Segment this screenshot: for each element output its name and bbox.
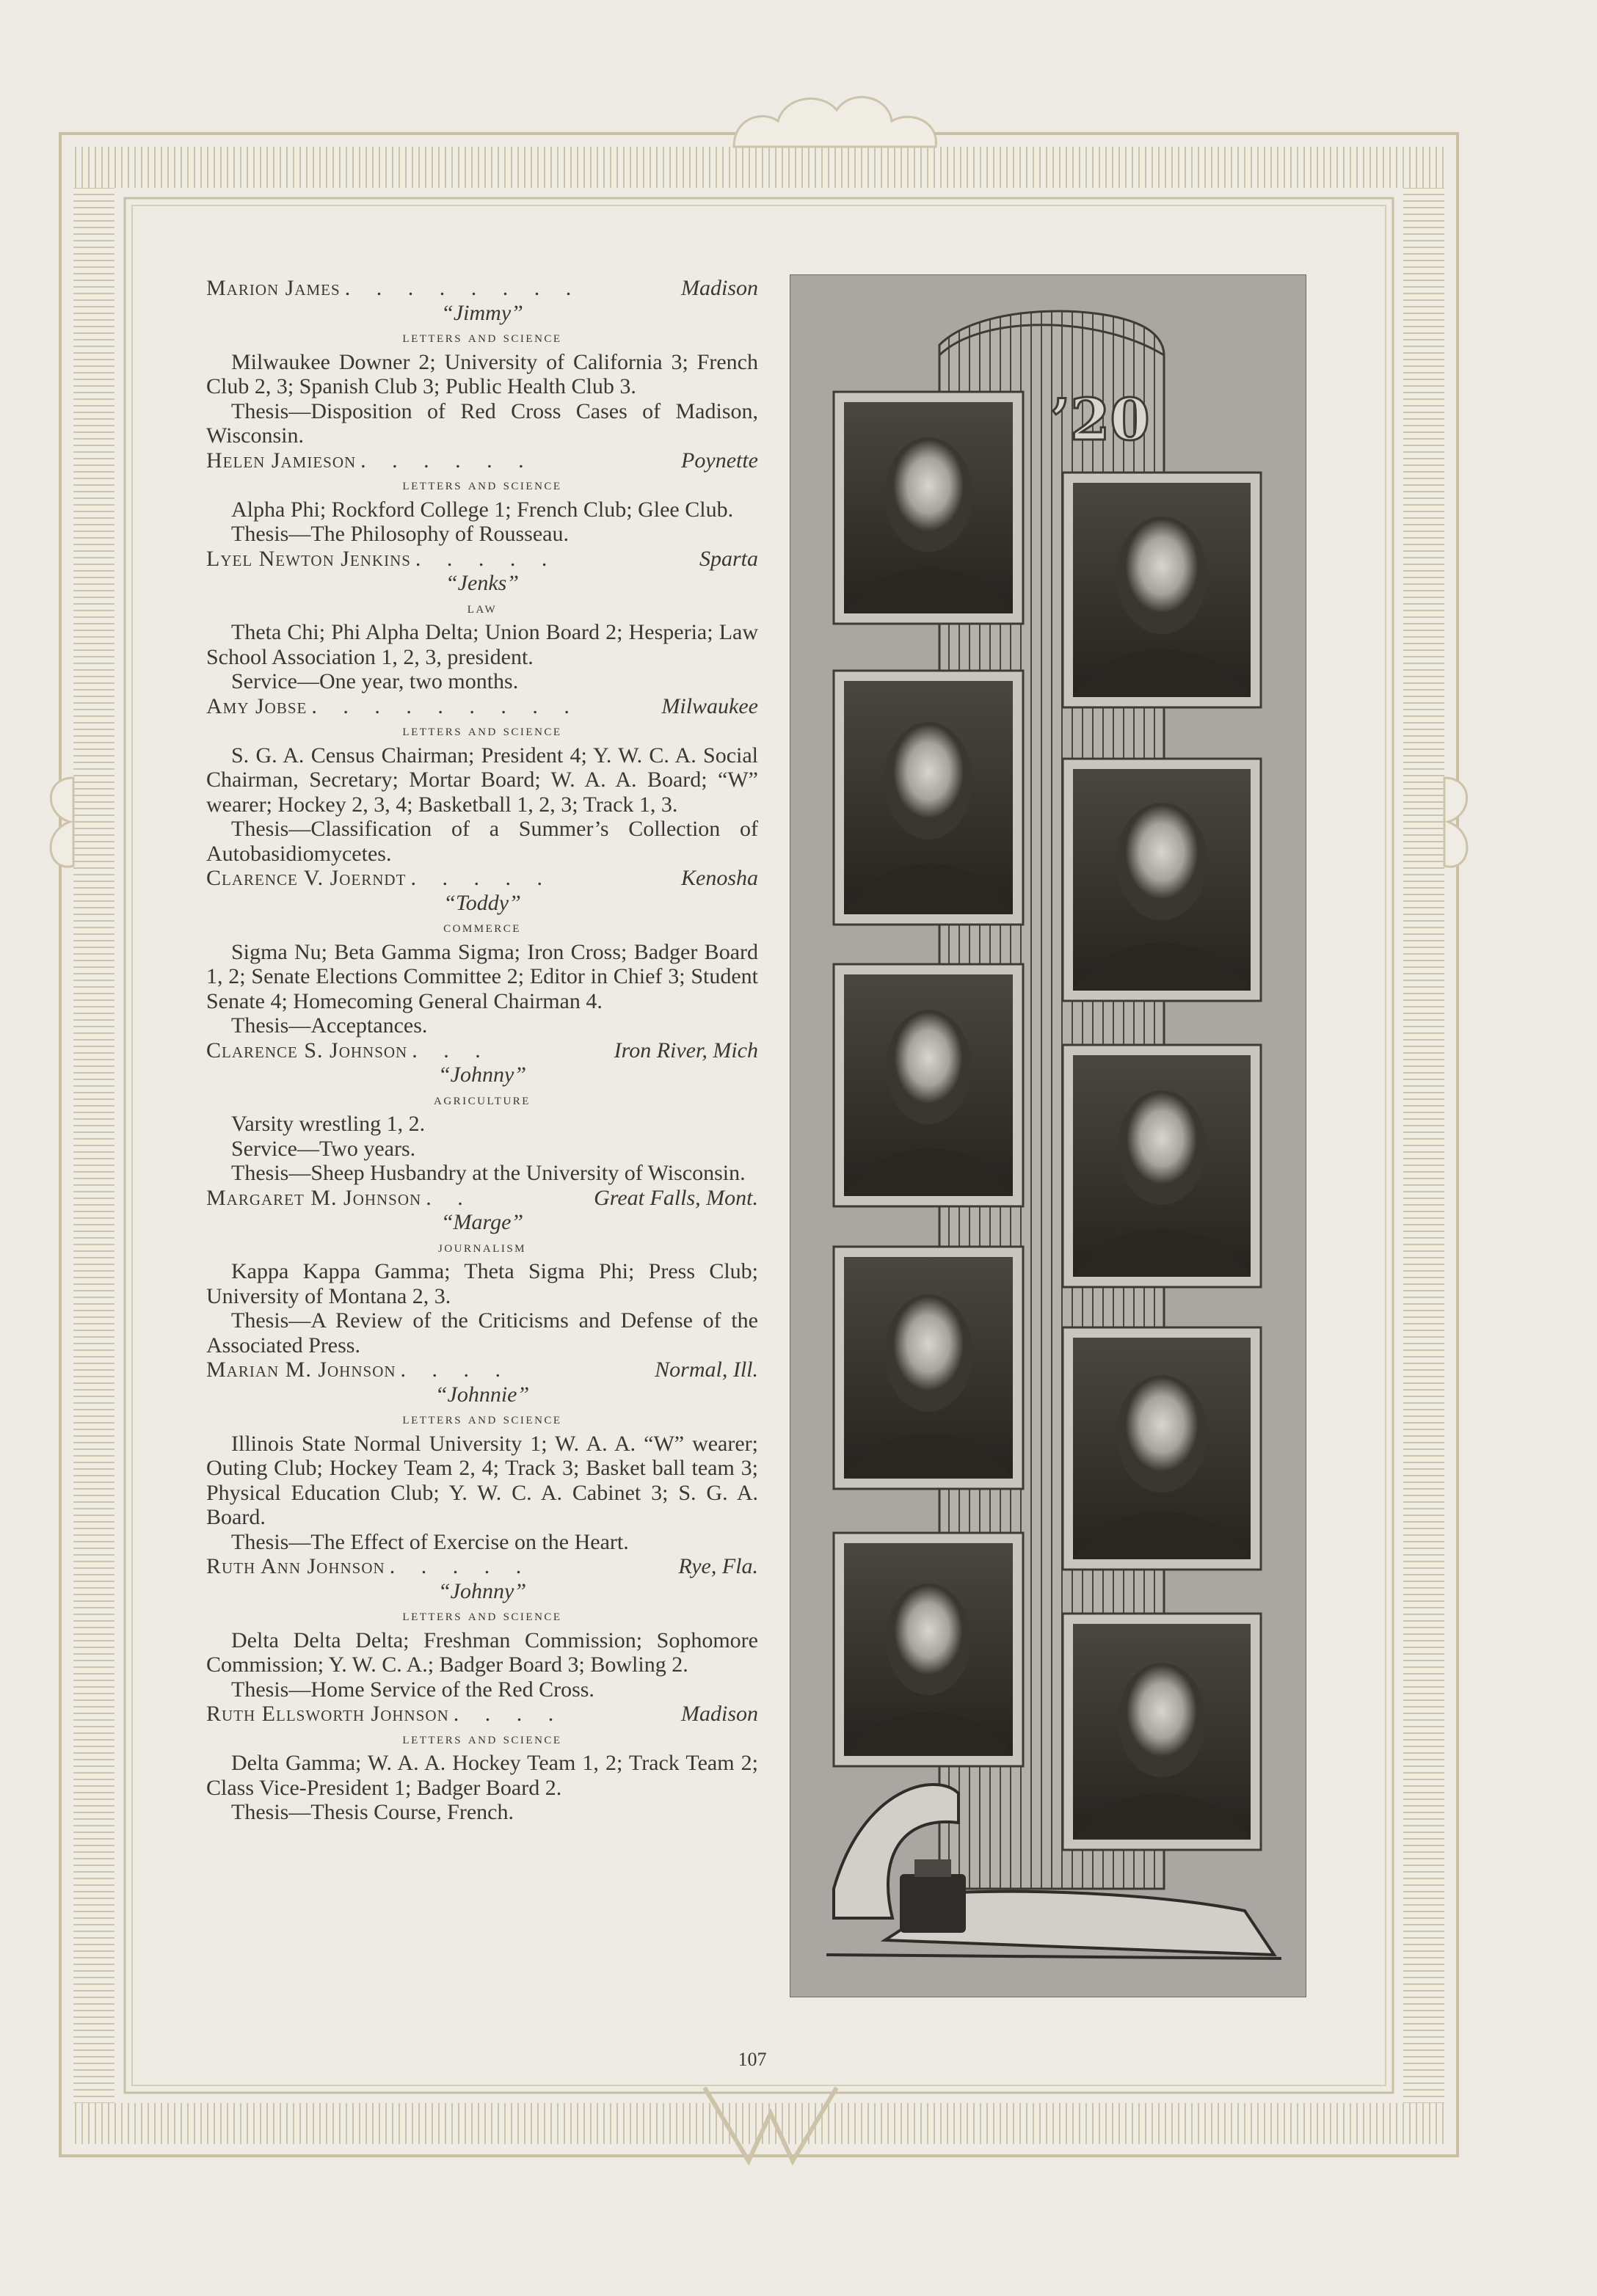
activities: Illinois State Normal University 1; W. A. A. “W” wearer; Outing Club; Hockey Team 2, 4; Track 3; Basket ball team 3; Physical Education Club; Y. W. C. A. Cabinet 3; S. G. A. Board. <box>206 1431 758 1529</box>
portrait-9 <box>834 1533 1023 1766</box>
hometown: Rye, Fla. <box>678 1554 758 1578</box>
college: agriculture <box>434 1090 531 1108</box>
activities: Delta Gamma; W. A. A. Hockey Team 1, 2; Track Team 2; Class Vice-President 1; Badger Board 2. <box>206 1751 758 1800</box>
page-number: 107 <box>738 2049 767 2070</box>
college: letters and science <box>402 1729 562 1747</box>
thesis: Thesis—A Review of the Criticisms and Defense of the Associated Press. <box>206 1308 758 1357</box>
activities: S. G. A. Census Chairman; President 4; Y. W. C. A. Social Chairman, Secretary; Mortar Board; W. A. A. Board; “W” wearer; Hockey 2, 3, 4; Basketball 1, 2, 3; Track 1, 3. <box>206 743 758 817</box>
college: letters and science <box>402 475 562 493</box>
portrait-8 <box>1063 1327 1261 1570</box>
college: letters and science <box>402 328 562 346</box>
activities: Theta Chi; Phi Alpha Delta; Union Board 2; Hesperia; Law School Association 1, 2, 3, president. <box>206 620 758 669</box>
entry-ruth-ellsworth-johnson <box>206 1702 758 1825</box>
thesis: Thesis—Sheep Husbandry at the University of Wisconsin. <box>231 1161 746 1185</box>
entry-marian-johnson <box>206 1357 758 1554</box>
portrait-2 <box>1063 473 1261 707</box>
thesis: Thesis—Classification of a Summer’s Collection of Autobasidiomycetes. <box>206 817 758 866</box>
entry-lyel-jenkins <box>206 547 758 694</box>
hometown: Milwaukee <box>661 693 758 718</box>
nickname: “Johnny” <box>438 1063 526 1087</box>
college: law <box>467 598 498 616</box>
student-name: Clarence S. Johnson <box>206 1038 408 1063</box>
portrait-5 <box>834 964 1023 1206</box>
activities: Varsity wrestling 1, 2. <box>231 1112 426 1136</box>
activities: Kappa Kappa Gamma; Theta Sigma Phi; Press Club; University of Montana 2, 3. <box>206 1259 758 1308</box>
portrait-3 <box>834 671 1023 925</box>
student-name: Marion James <box>206 276 341 300</box>
thesis: Thesis—The Effect of Exercise on the Heart. <box>231 1529 629 1554</box>
hometown: Poynette <box>681 448 758 473</box>
class-year: ’20 <box>1050 387 1150 453</box>
student-name: Marian M. Johnson <box>206 1357 396 1382</box>
thesis: Thesis—Thesis Course, French. <box>231 1800 514 1824</box>
entry-amy-jobse <box>206 694 758 867</box>
hometown: Normal, Ill. <box>655 1357 758 1382</box>
thesis: Thesis—Acceptances. <box>231 1013 428 1038</box>
leader-dots: . . . . . . <box>360 448 534 473</box>
nickname: “Toddy” <box>443 890 521 915</box>
student-name: Lyel Newton Jenkins <box>206 546 411 571</box>
leader-dots: . . <box>426 1185 473 1210</box>
biography-column <box>206 276 758 1825</box>
leader-dots: . . . . <box>453 1702 564 1726</box>
thesis: Thesis—Home Service of the Red Cross. <box>231 1677 594 1702</box>
portrait-panel <box>790 274 1306 1997</box>
student-name: Margaret M. Johnson <box>206 1185 422 1210</box>
portrait-1 <box>834 392 1023 624</box>
portrait-6 <box>1063 1045 1261 1287</box>
service: Service—Two years. <box>231 1136 416 1161</box>
leader-dots: . . . . . <box>415 546 558 571</box>
hometown: Kenosha <box>681 866 758 890</box>
hometown: Madison <box>681 276 758 300</box>
activities: Alpha Phi; Rockford College 1; French Club; Glee Club. <box>231 497 734 522</box>
leader-dots: . . . . . <box>410 866 553 890</box>
nickname: “Johnnie” <box>434 1382 530 1407</box>
activities: Delta Delta Delta; Freshman Commission; Sophomore Commission; Y. W. C. A.; Badger Board 3; Bowling 2. <box>206 1628 758 1677</box>
hometown: Sparta <box>699 546 758 571</box>
entry-margaret-johnson <box>206 1186 758 1358</box>
service: Service—One year, two months. <box>231 669 519 693</box>
portrait-4 <box>1063 759 1261 1001</box>
entry-ruth-ann-johnson <box>206 1554 758 1702</box>
portrait-10 <box>1063 1614 1261 1850</box>
hometown: Iron River, Mich <box>614 1038 758 1063</box>
student-name: Ruth Ann Johnson <box>206 1554 385 1578</box>
student-name: Amy Jobse <box>206 693 308 718</box>
hometown: Great Falls, Mont. <box>594 1185 758 1210</box>
activities: Milwaukee Downer 2; University of California 3; French Club 2, 3; Spanish Club 3; Public Health Club 3. <box>206 349 758 398</box>
hometown: Madison <box>681 1702 758 1726</box>
thesis: Thesis—Disposition of Red Cross Cases of Madison, Wisconsin. <box>206 398 758 448</box>
college: letters and science <box>402 1410 562 1427</box>
thesis: Thesis—The Philosophy of Rousseau. <box>231 522 569 546</box>
entry-helen-jamieson <box>206 448 758 547</box>
portrait-7 <box>834 1247 1023 1489</box>
leader-dots: . . . <box>412 1038 491 1063</box>
leader-dots: . . . . . . . . . <box>311 693 580 718</box>
entry-marion-james <box>206 276 758 448</box>
activities: Sigma Nu; Beta Gamma Sigma; Iron Cross; Badger Board 1, 2; Senate Elections Committee 2; Editor in Chief 3; Student Senate 4; Homecoming General Chairman 4. <box>206 939 758 1013</box>
student-name: Clarence V. Joerndt <box>206 866 407 890</box>
student-name: Helen Jamieson <box>206 448 357 473</box>
nickname: “Marge” <box>440 1210 524 1234</box>
college: letters and science <box>402 1606 562 1624</box>
college: journalism <box>437 1237 526 1255</box>
leader-dots: . . . . <box>400 1357 512 1382</box>
entry-clarence-joerndt <box>206 866 758 1038</box>
college: letters and science <box>402 721 562 739</box>
nickname: “Jenks” <box>445 571 519 595</box>
student-name: Ruth Ellsworth Johnson <box>206 1702 449 1726</box>
nickname: “Jimmy” <box>441 300 523 325</box>
nickname: “Johnny” <box>438 1578 526 1603</box>
college: commerce <box>443 918 521 936</box>
leader-dots: . . . . . . . . <box>344 276 582 300</box>
leader-dots: . . . . . <box>389 1554 532 1578</box>
entry-clarence-s-johnson <box>206 1038 758 1186</box>
